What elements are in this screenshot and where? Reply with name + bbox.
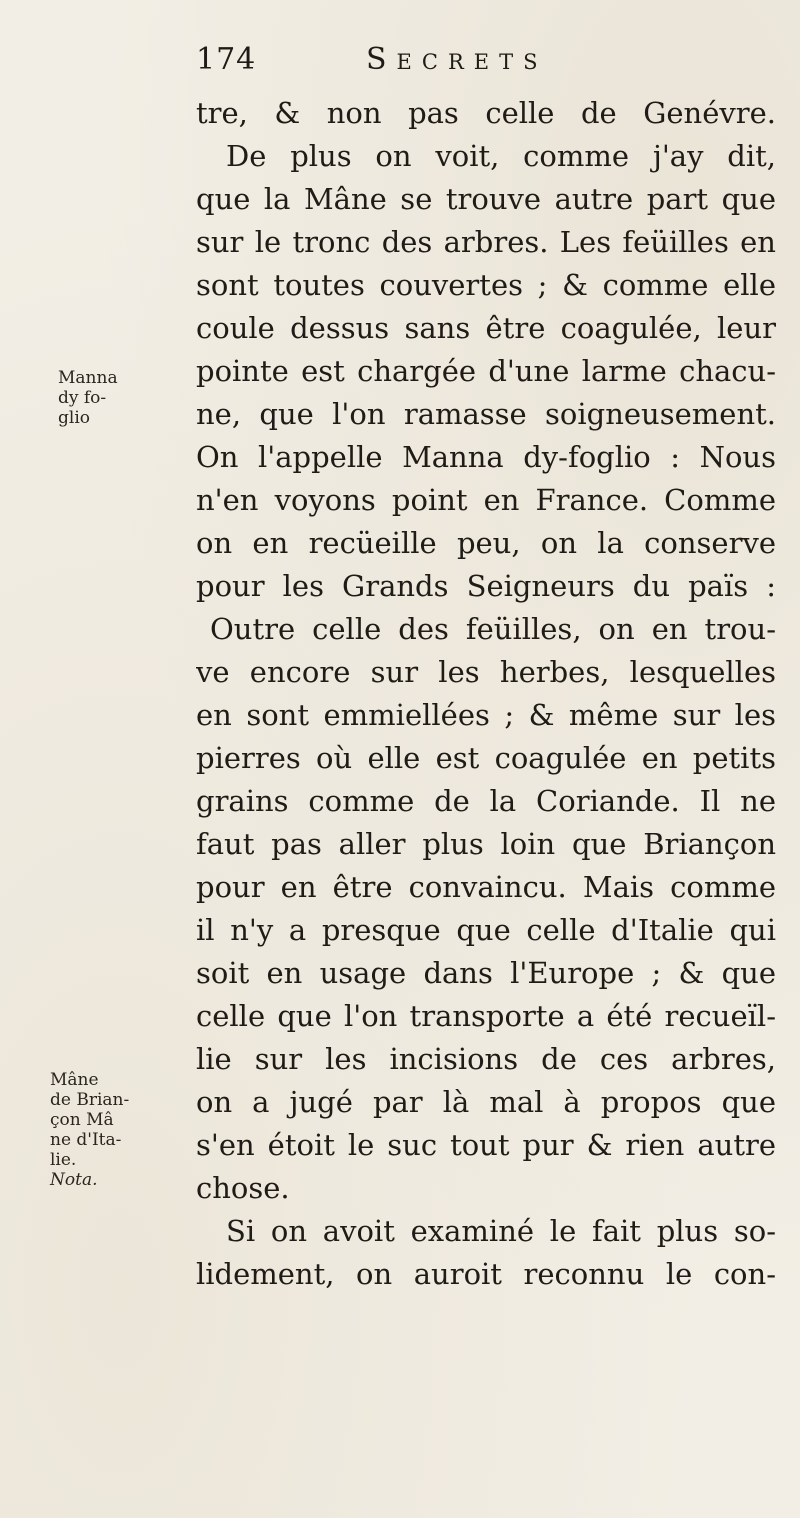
text-line: Outre celle des feüilles, on en trou- bbox=[210, 612, 776, 646]
margin-note-line: dy fo- bbox=[58, 388, 107, 408]
margin-note-manna bbox=[58, 368, 118, 428]
text-line: On l'appelle Manna dy-foglio : Nous bbox=[196, 440, 776, 474]
margin-note-line: de Brian- bbox=[50, 1090, 130, 1110]
text-line: soit en usage dans l'Europe ; & que bbox=[196, 956, 776, 990]
running-title: Secrets bbox=[366, 42, 548, 77]
text-line: n'en voyons point en France. Comme bbox=[196, 483, 776, 517]
margin-note-mane bbox=[50, 1070, 129, 1190]
body-text bbox=[196, 92, 776, 1296]
text-line: faut pas aller plus loin que Briançon bbox=[196, 827, 776, 861]
text-line: Si on avoit examiné le fait plus so- bbox=[226, 1214, 776, 1248]
text-line: ve encore sur les herbes, lesquelles bbox=[196, 655, 776, 689]
margin-note-line: çon Mâ bbox=[50, 1110, 114, 1130]
text-line: coule dessus sans être coagulée, leur bbox=[196, 311, 776, 345]
margin-note-line: Mâne bbox=[50, 1070, 99, 1090]
text-line: pierres où elle est coagulée en petits bbox=[196, 741, 776, 775]
text-line: lidement, on auroit reconnu le con- bbox=[196, 1257, 776, 1291]
text-line: sur le tronc des arbres. Les feüilles en bbox=[196, 225, 776, 259]
text-line: tre, & non pas celle de Genévre. bbox=[196, 96, 776, 130]
text-line: sont toutes couvertes ; & comme elle bbox=[196, 268, 776, 302]
text-line: il n'y a presque que celle d'Italie qui bbox=[196, 913, 776, 947]
text-line: s'en étoit le suc tout pur & rien autre bbox=[196, 1128, 776, 1162]
page-header bbox=[196, 42, 616, 90]
text-line: pour en être convaincu. Mais comme bbox=[196, 870, 776, 904]
text-line: celle que l'on transporte a été recueïl- bbox=[196, 999, 776, 1033]
text-line: pointe est chargée d'une larme chacu- bbox=[196, 354, 776, 388]
margin-note-line: ne d'Ita- bbox=[50, 1130, 122, 1150]
margin-note-line: lie. bbox=[50, 1150, 77, 1170]
text-line: pour les Grands Seigneurs du païs : bbox=[196, 569, 776, 603]
text-line: lie sur les incisions de ces arbres, bbox=[196, 1042, 776, 1076]
text-line: De plus on voit, comme j'ay dit, bbox=[226, 139, 776, 173]
margin-note-line: Manna bbox=[58, 368, 118, 388]
page-number: 174 bbox=[196, 42, 257, 77]
text-line: on en recüeille peu, on la conserve bbox=[196, 526, 776, 560]
text-line: ne, que l'on ramasse soigneusement. bbox=[196, 397, 776, 431]
text-line: grains comme de la Coriande. Il ne bbox=[196, 784, 776, 818]
text-line: chose. bbox=[196, 1171, 290, 1205]
text-line: que la Mâne se trouve autre part que bbox=[196, 182, 776, 216]
margin-note-line: glio bbox=[58, 408, 90, 428]
text-line: en sont emmiellées ; & même sur les bbox=[196, 698, 776, 732]
text-line: on a jugé par là mal à propos que bbox=[196, 1085, 776, 1119]
margin-note-nota: Nota. bbox=[50, 1170, 98, 1190]
